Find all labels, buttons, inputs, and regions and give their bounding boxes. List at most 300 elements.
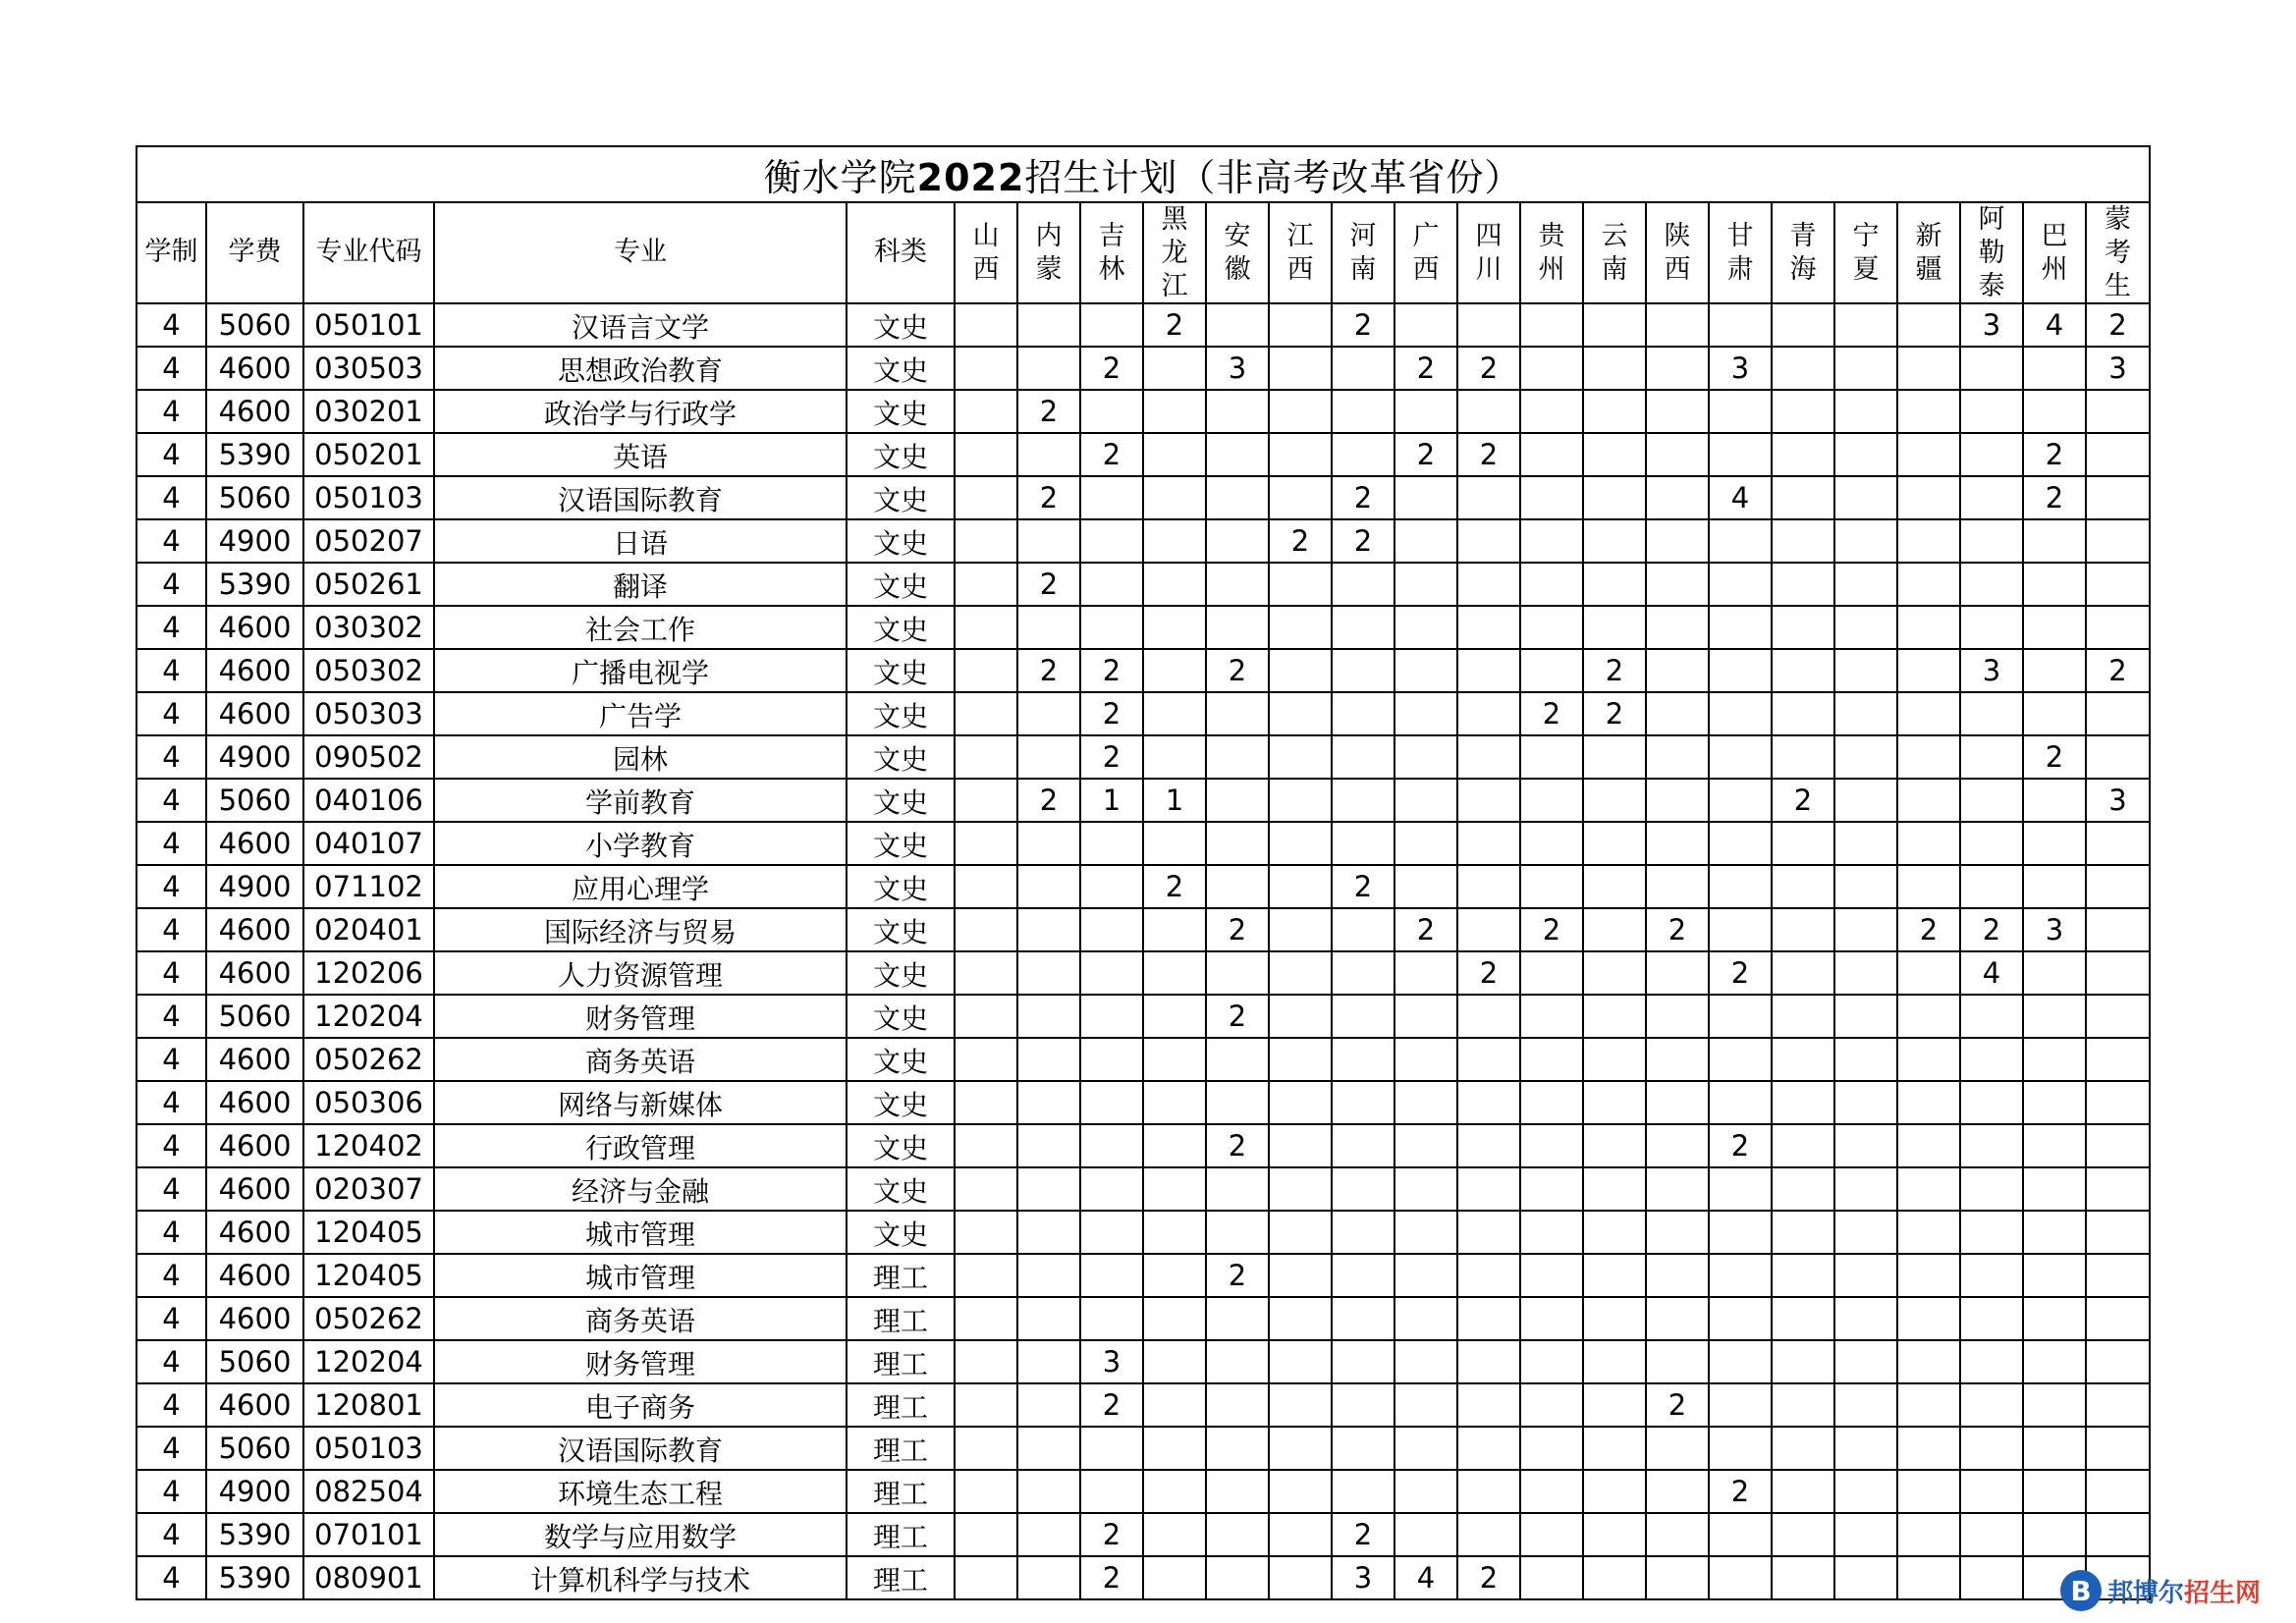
cell-kelei: 文史 [847,951,955,995]
cell-kelei: 文史 [847,1124,955,1167]
cell-major: 财务管理 [434,1340,847,1383]
header-province: 宁夏 [1834,202,1897,303]
cell-quota [955,1513,1017,1556]
cell-xuezhi: 4 [137,606,206,649]
cell-quota [1520,822,1583,865]
cell-quota [955,1340,1017,1383]
header-province: 四川 [1457,202,1520,303]
cell-quota [1206,519,1269,563]
cell-quota [2023,1254,2086,1297]
cell-major: 商务英语 [434,1297,847,1340]
cell-quota [1583,519,1646,563]
cell-quota [1394,735,1457,779]
cell-kelei: 文史 [847,865,955,908]
cell-quota [2086,476,2150,519]
cell-quota [1520,390,1583,433]
cell-quota [1960,1513,2023,1556]
cell-quota [2023,822,2086,865]
cell-xuezhi: 4 [137,1513,206,1556]
cell-quota [1520,1081,1583,1124]
cell-quota [1772,1081,1834,1124]
cell-quota: 2 [1332,476,1394,519]
cell-quota: 3 [1080,1340,1143,1383]
cell-quota [1017,347,1080,390]
cell-quota [1520,995,1583,1038]
cell-xuefei: 4600 [206,1383,303,1427]
header-province: 蒙考生 [2086,202,2150,303]
cell-quota [1269,1513,1332,1556]
cell-quota [1772,1167,1834,1211]
cell-code: 082504 [303,1470,434,1513]
cell-quota [1269,692,1332,735]
table-row [137,347,2150,390]
cell-quota [1960,1340,2023,1383]
cell-quota [1332,1081,1394,1124]
cell-quota [1646,865,1709,908]
cell-quota [1583,563,1646,606]
cell-quota [1834,563,1897,606]
cell-quota [955,1124,1017,1167]
cell-quota [955,1427,1017,1470]
cell-quota: 2 [1080,433,1143,476]
cell-quota [1332,908,1394,951]
cell-quota [1646,1556,1709,1599]
cell-quota: 3 [2023,908,2086,951]
cell-xuezhi: 4 [137,519,206,563]
cell-quota [1080,908,1143,951]
cell-quota: 2 [1017,476,1080,519]
cell-quota [1269,1081,1332,1124]
header-province: 广西 [1394,202,1457,303]
cell-quota [1206,692,1269,735]
cell-quota [1269,476,1332,519]
cell-quota [1709,1211,1772,1254]
cell-quota [1269,995,1332,1038]
cell-quota [1080,951,1143,995]
cell-major: 经济与金融 [434,1167,847,1211]
cell-quota [1206,1383,1269,1427]
header-province: 陕西 [1646,202,1709,303]
cell-xuefei: 4600 [206,1038,303,1081]
header-province: 甘肃 [1709,202,1772,303]
cell-quota [1897,606,1960,649]
cell-quota: 2 [2086,649,2150,692]
cell-major: 英语 [434,433,847,476]
cell-quota [1709,1081,1772,1124]
cell-quota: 2 [1709,1470,1772,1513]
cell-quota [1269,390,1332,433]
cell-quota [1709,865,1772,908]
cell-quota [1834,865,1897,908]
header-province: 新疆 [1897,202,1960,303]
cell-quota [1269,908,1332,951]
table-row [137,822,2150,865]
cell-quota [1080,1470,1143,1513]
cell-quota [1457,1081,1520,1124]
cell-quota [1583,1038,1646,1081]
cell-quota: 1 [1080,779,1143,822]
cell-xuezhi: 4 [137,1211,206,1254]
cell-quota [1583,433,1646,476]
cell-quota [1143,390,1206,433]
cell-quota [1520,1470,1583,1513]
cell-quota [1583,1297,1646,1340]
cell-quota [1269,1340,1332,1383]
cell-quota [1394,390,1457,433]
cell-quota [1332,1427,1394,1470]
cell-quota [1520,1211,1583,1254]
cell-quota [2023,649,2086,692]
table-row [137,1211,2150,1254]
cell-quota [1269,1038,1332,1081]
cell-quota [1457,779,1520,822]
cell-quota: 3 [1960,303,2023,347]
cell-quota [2023,1383,2086,1427]
cell-quota [1709,779,1772,822]
header-province: 黑龙江 [1143,202,1206,303]
cell-quota [2023,779,2086,822]
cell-quota [1834,1340,1897,1383]
cell-quota [1960,390,2023,433]
cell-quota [1080,1124,1143,1167]
cell-quota [1646,563,1709,606]
cell-quota [1394,563,1457,606]
cell-quota [1332,822,1394,865]
cell-quota [1457,1211,1520,1254]
cell-quota [1332,390,1394,433]
cell-quota [1897,303,1960,347]
cell-quota [1834,995,1897,1038]
cell-quota [955,1211,1017,1254]
cell-quota [1960,865,2023,908]
cell-quota [1646,779,1709,822]
cell-quota [1332,347,1394,390]
cell-quota: 2 [1080,649,1143,692]
cell-xuefei: 4900 [206,865,303,908]
cell-quota [1834,1038,1897,1081]
cell-quota: 2 [1017,390,1080,433]
cell-quota [1583,476,1646,519]
cell-quota [1709,563,1772,606]
cell-quota [1332,735,1394,779]
cell-quota [1143,1383,1206,1427]
cell-quota [955,822,1017,865]
cell-quota [1897,1167,1960,1211]
cell-quota [1772,347,1834,390]
cell-quota [1269,735,1332,779]
cell-quota [1394,951,1457,995]
cell-major: 汉语言文学 [434,303,847,347]
cell-kelei: 文史 [847,476,955,519]
cell-quota [2086,865,2150,908]
cell-quota [1520,1167,1583,1211]
cell-code: 050103 [303,476,434,519]
title-year: 2022 [916,156,1025,199]
cell-xuezhi: 4 [137,735,206,779]
cell-xuezhi: 4 [137,1038,206,1081]
cell-quota [1457,908,1520,951]
cell-quota [1206,1427,1269,1470]
cell-major: 电子商务 [434,1383,847,1427]
cell-quota: 3 [1206,347,1269,390]
cell-quota [1583,606,1646,649]
cell-quota [1080,563,1143,606]
header-province: 阿勒泰 [1960,202,2023,303]
cell-quota [1709,1340,1772,1383]
cell-quota [1834,951,1897,995]
table-row [137,1254,2150,1297]
cell-quota [1834,1167,1897,1211]
cell-xuefei: 5060 [206,1427,303,1470]
cell-quota [2086,1124,2150,1167]
cell-quota [1457,519,1520,563]
cell-quota: 2 [1960,908,2023,951]
cell-code: 120405 [303,1254,434,1297]
table-row [137,1427,2150,1470]
cell-quota: 2 [1394,908,1457,951]
cell-xuezhi: 4 [137,1340,206,1383]
cell-quota [1143,692,1206,735]
cell-quota [1583,779,1646,822]
cell-quota [1520,1254,1583,1297]
header-code: 专业代码 [303,202,434,303]
table-row [137,1038,2150,1081]
cell-kelei: 理工 [847,1383,955,1427]
cell-quota [1960,1211,2023,1254]
cell-quota [1646,1211,1709,1254]
title-school: 衡水学院 [763,156,917,199]
cell-kelei: 文史 [847,606,955,649]
cell-quota [1520,951,1583,995]
cell-quota [955,1383,1017,1427]
cell-major: 小学教育 [434,822,847,865]
table-row [137,433,2150,476]
table-row [137,865,2150,908]
table-row [137,1383,2150,1427]
header-province: 青海 [1772,202,1834,303]
cell-quota [1457,995,1520,1038]
cell-quota [1960,1470,2023,1513]
cell-quota [1143,433,1206,476]
cell-quota: 2 [1583,649,1646,692]
cell-quota [1206,433,1269,476]
cell-xuefei: 4600 [206,649,303,692]
cell-code: 050262 [303,1297,434,1340]
cell-quota [1206,1470,1269,1513]
cell-quota [1520,1297,1583,1340]
cell-quota [1709,1513,1772,1556]
cell-quota [1080,1297,1143,1340]
cell-code: 050262 [303,1038,434,1081]
cell-quota [1017,1340,1080,1383]
cell-quota [1206,1513,1269,1556]
cell-quota [1520,779,1583,822]
cell-quota [1834,433,1897,476]
cell-quota [1646,1297,1709,1340]
cell-quota [1332,563,1394,606]
cell-quota [2086,1081,2150,1124]
cell-quota [1080,606,1143,649]
cell-quota [1206,1167,1269,1211]
cell-quota [1457,692,1520,735]
cell-kelei: 文史 [847,519,955,563]
cell-quota [1583,1427,1646,1470]
cell-quota [1394,1124,1457,1167]
cell-quota: 2 [1017,779,1080,822]
cell-xuefei: 4900 [206,735,303,779]
cell-code: 050103 [303,1427,434,1470]
cell-major: 城市管理 [434,1254,847,1297]
cell-quota [1834,476,1897,519]
table-row [137,779,2150,822]
cell-kelei: 文史 [847,779,955,822]
cell-quota [1080,1211,1143,1254]
cell-quota [2023,1513,2086,1556]
cell-quota [1332,951,1394,995]
cell-major: 网络与新媒体 [434,1081,847,1124]
cell-code: 040106 [303,779,434,822]
cell-quota [1206,1038,1269,1081]
cell-quota [1143,1211,1206,1254]
cell-code: 120206 [303,951,434,995]
cell-quota [1772,433,1834,476]
cell-xuezhi: 4 [137,1167,206,1211]
cell-code: 050302 [303,649,434,692]
cell-kelei: 文史 [847,995,955,1038]
cell-quota [1897,649,1960,692]
cell-quota [2023,1038,2086,1081]
cell-quota [1646,476,1709,519]
cell-quota [1834,1470,1897,1513]
cell-quota [1017,1470,1080,1513]
watermark-logo [2060,1569,2261,1612]
cell-quota [1646,1167,1709,1211]
cell-quota [1834,649,1897,692]
cell-quota [2023,563,2086,606]
cell-quota [1897,1254,1960,1297]
cell-quota [1520,1427,1583,1470]
cell-quota [1080,303,1143,347]
cell-quota [1269,649,1332,692]
cell-quota: 2 [1332,303,1394,347]
cell-quota [955,995,1017,1038]
table-row [137,1340,2150,1383]
table-row [137,908,2150,951]
cell-quota [1709,908,1772,951]
cell-xuefei: 4600 [206,1124,303,1167]
cell-quota [1206,822,1269,865]
cell-quota: 2 [1080,1556,1143,1599]
cell-xuefei: 4600 [206,1211,303,1254]
cell-quota: 2 [1332,865,1394,908]
cell-major: 汉语国际教育 [434,1427,847,1470]
cell-quota [1332,1340,1394,1383]
cell-quota [1394,649,1457,692]
cell-quota [1583,1211,1646,1254]
cell-quota [1017,433,1080,476]
cell-xuefei: 4600 [206,1297,303,1340]
cell-quota [1332,1297,1394,1340]
cell-quota [1457,303,1520,347]
cell-quota [1772,563,1834,606]
cell-major: 城市管理 [434,1211,847,1254]
cell-quota [1583,1254,1646,1297]
cell-kelei: 理工 [847,1556,955,1599]
cell-code: 050261 [303,563,434,606]
cell-quota [1960,1081,2023,1124]
cell-quota [1143,1340,1206,1383]
cell-quota [1960,1383,2023,1427]
table-row [137,1513,2150,1556]
cell-quota: 2 [2023,433,2086,476]
cell-xuefei: 4600 [206,390,303,433]
table-row [137,563,2150,606]
cell-quota [1457,1383,1520,1427]
cell-quota [1206,1340,1269,1383]
cell-quota [955,1470,1017,1513]
cell-quota [1583,1383,1646,1427]
cell-xuefei: 5060 [206,1340,303,1383]
cell-quota: 2 [1457,951,1520,995]
cell-xuefei: 5060 [206,995,303,1038]
cell-quota [2023,995,2086,1038]
cell-major: 人力资源管理 [434,951,847,995]
cell-code: 120402 [303,1124,434,1167]
cell-quota [1834,1556,1897,1599]
cell-kelei: 文史 [847,303,955,347]
cell-quota [1520,476,1583,519]
cell-quota [2023,692,2086,735]
cell-quota [1834,1427,1897,1470]
cell-quota [1080,995,1143,1038]
cell-xuezhi: 4 [137,1297,206,1340]
header-row [137,202,2150,303]
cell-quota [1143,1038,1206,1081]
cell-quota [1269,1124,1332,1167]
cell-quota: 2 [1206,908,1269,951]
cell-quota [1772,1340,1834,1383]
cell-kelei: 文史 [847,1038,955,1081]
cell-quota [1897,822,1960,865]
cell-quota [1646,692,1709,735]
cell-quota [1897,433,1960,476]
cell-quota [955,951,1017,995]
table-row [137,649,2150,692]
cell-quota: 2 [1520,692,1583,735]
cell-xuezhi: 4 [137,347,206,390]
table-row [137,606,2150,649]
cell-quota [1080,822,1143,865]
table-row [137,390,2150,433]
cell-major: 环境生态工程 [434,1470,847,1513]
cell-quota [2086,735,2150,779]
cell-quota [1269,1470,1332,1513]
cell-quota [1834,908,1897,951]
cell-quota [1394,1383,1457,1427]
cell-quota [1017,1211,1080,1254]
cell-quota [2086,563,2150,606]
cell-quota [1897,1470,1960,1513]
cell-major: 计算机科学与技术 [434,1556,847,1599]
cell-xuezhi: 4 [137,1081,206,1124]
cell-quota [1897,1513,1960,1556]
cell-quota [1520,347,1583,390]
cell-quota [1772,606,1834,649]
cell-quota [2086,519,2150,563]
cell-quota [1457,865,1520,908]
cell-quota [1897,865,1960,908]
cell-quota [955,1167,1017,1211]
